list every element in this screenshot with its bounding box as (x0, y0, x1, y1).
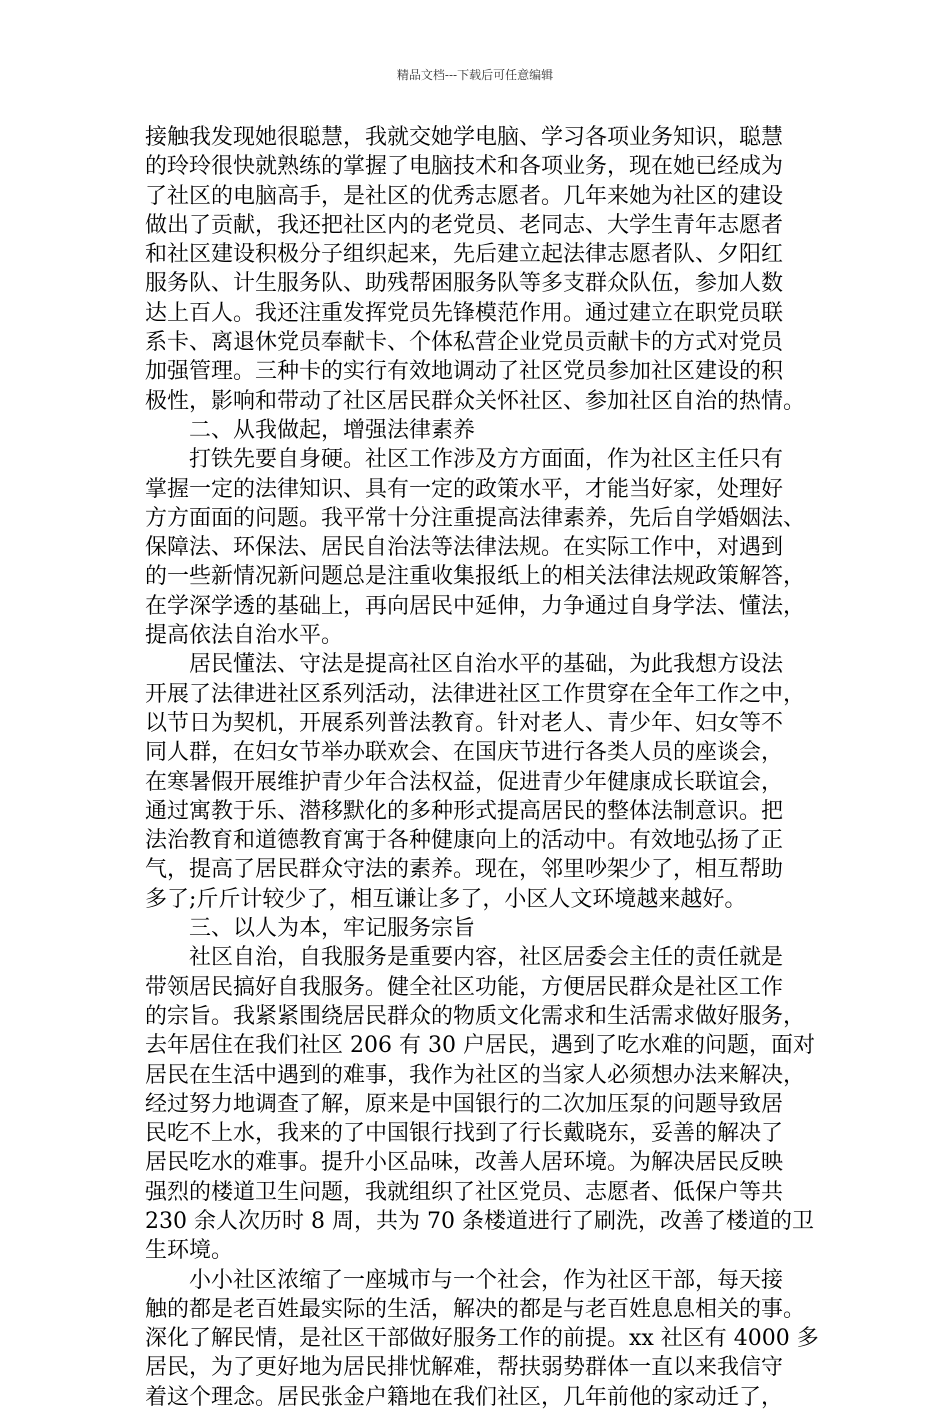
text-line: 民吃不上水，我来的了中国银行找到了行长戴晓东，妥善的解决了 (145, 1121, 784, 1147)
text-line: 小小社区浓缩了一座城市与一个社会，作为社区干部，每天接 (189, 1267, 784, 1293)
text-line: 生环境。 (145, 1238, 234, 1264)
text-line: 经过努力地调查了解，原来是中国银行的二次加压泵的问题导致居 (145, 1091, 784, 1117)
text-line: 在学深学透的基础上，再向居民中延伸，力争通过自身学法、懂法， (145, 593, 806, 619)
text-line: 达上百人。我还注重发挥党员先锋模范作用。通过建立在职党员联 (145, 300, 784, 326)
text-line: 以节日为契机，开展系列普法教育。针对老人、青少年、妇女等不 (145, 710, 784, 736)
text-line: 气，提高了居民群众守法的素养。现在，邻里吵架少了，相互帮助 (145, 857, 784, 883)
text-line: 掌握一定的法律知识、具有一定的政策水平，才能当好家，处理好 (145, 476, 784, 502)
text-line: 同人群，在妇女节举办联欢会、在国庆节进行各类人员的座谈会， (145, 740, 784, 766)
text-line: 做出了贡献，我还把社区内的老党员、老同志、大学生青年志愿者 (145, 212, 784, 238)
text-line: 230 余人次历时 8 周，共为 70 条楼道进行了刷洗，改善了楼道的卫 (145, 1208, 814, 1234)
text-line: 社区自治，自我服务是重要内容，社区居委会主任的责任就是 (189, 945, 784, 971)
text-line: 和社区建设积极分子组织起来，先后建立起法律志愿者队、夕阳红 (145, 242, 784, 268)
text-line: 带领居民搞好自我服务。健全社区功能，方便居民群众是社区工作 (145, 974, 784, 1000)
text-line: 保障法、环保法、居民自治法等法律法规。在实际工作中，对遇到 (145, 535, 784, 561)
page-header: 精品文档---下载后可任意编辑 (396, 68, 554, 82)
text-line: 的宗旨。我紧紧围绕居民群众的物质文化需求和生活需求做好服务， (145, 1003, 806, 1029)
text-line: 强烈的楼道卫生问题，我就组织了社区党员、志愿者、低保户等共 (145, 1179, 784, 1205)
text-line: 服务队、计生服务队、助残帮困服务队等多支群众队伍，参加人数 (145, 271, 784, 297)
text-line: 的玲玲很快就熟练的掌握了电脑技术和各项业务，现在她已经成为 (145, 154, 784, 180)
text-line: 法治教育和道德教育寓于各种健康向上的活动中。有效地弘扬了正 (145, 828, 784, 854)
text-line: 居民懂法、守法是提高社区自治水平的基础，为此我想方设法 (189, 652, 784, 678)
text-line: 加强管理。三种卡的实行有效地调动了社区党员参加社区建设的积 (145, 359, 784, 385)
text-line: 深化了解民情，是社区干部做好服务工作的前提。xx 社区有 4000 多 (145, 1326, 819, 1352)
text-line: 去年居住在我们社区 206 有 30 户居民，遇到了吃水难的问题，面对 (145, 1033, 815, 1059)
text-line: 方方面面的问题。我平常十分注重提高法律素养，先后自学婚姻法、 (145, 505, 806, 531)
text-line: 在寒暑假开展维护青少年合法权益，促进青少年健康成长联谊会， (145, 769, 784, 795)
text-line: 系卡、离退休党员奉献卡、个体私营企业党员贡献卡的方式对党员 (145, 330, 784, 356)
text-line: 居民吃水的难事。提升小区品味，改善人居环境。为解决居民反映 (145, 1150, 784, 1176)
text-line: 了社区的电脑高手，是社区的优秀志愿者。几年来她为社区的建设 (145, 183, 784, 209)
document-body (145, 123, 825, 1412)
text-line: 着这个理念。居民张金户籍地在我们社区，几年前他的家动迁了， (145, 1384, 784, 1410)
text-line: 接触我发现她很聪慧，我就交她学电脑、学习各项业务知识，聪慧 (145, 125, 784, 150)
text-line: 极性，影响和带动了社区居民群众关怀社区、参加社区自治的热情。 (145, 388, 806, 414)
text-line: 通过寓教于乐、潜移默化的多种形式提高居民的整体法制意识。把 (145, 798, 784, 824)
text-line: 三、以人为本，牢记服务宗旨 (189, 916, 476, 942)
text-line: 居民，为了更好地为居民排忧解难，帮扶弱势群体一直以来我信守 (145, 1355, 784, 1381)
text-line: 多了;斤斤计较少了，相互谦让多了，小区人文环境越来越好。 (145, 886, 747, 912)
text-line: 提高依法自治水平。 (145, 623, 344, 649)
text-line: 的一些新情况新问题总是注重收集报纸上的相关法律法规政策解答， (145, 564, 806, 590)
text-line: 打铁先要自身硬。社区工作涉及方方面面，作为社区主任只有 (189, 447, 784, 473)
text-line: 开展了法律进社区系列活动，法律进社区工作贯穿在全年工作之中， (145, 681, 806, 707)
text-line: 居民在生活中遇到的难事，我作为社区的当家人必须想办法来解决， (145, 1062, 806, 1088)
text-line: 触的都是老百姓最实际的生活，解决的都是与老百姓息息相关的事。 (145, 1296, 806, 1322)
text-line: 二、从我做起，增强法律素养 (189, 417, 476, 443)
